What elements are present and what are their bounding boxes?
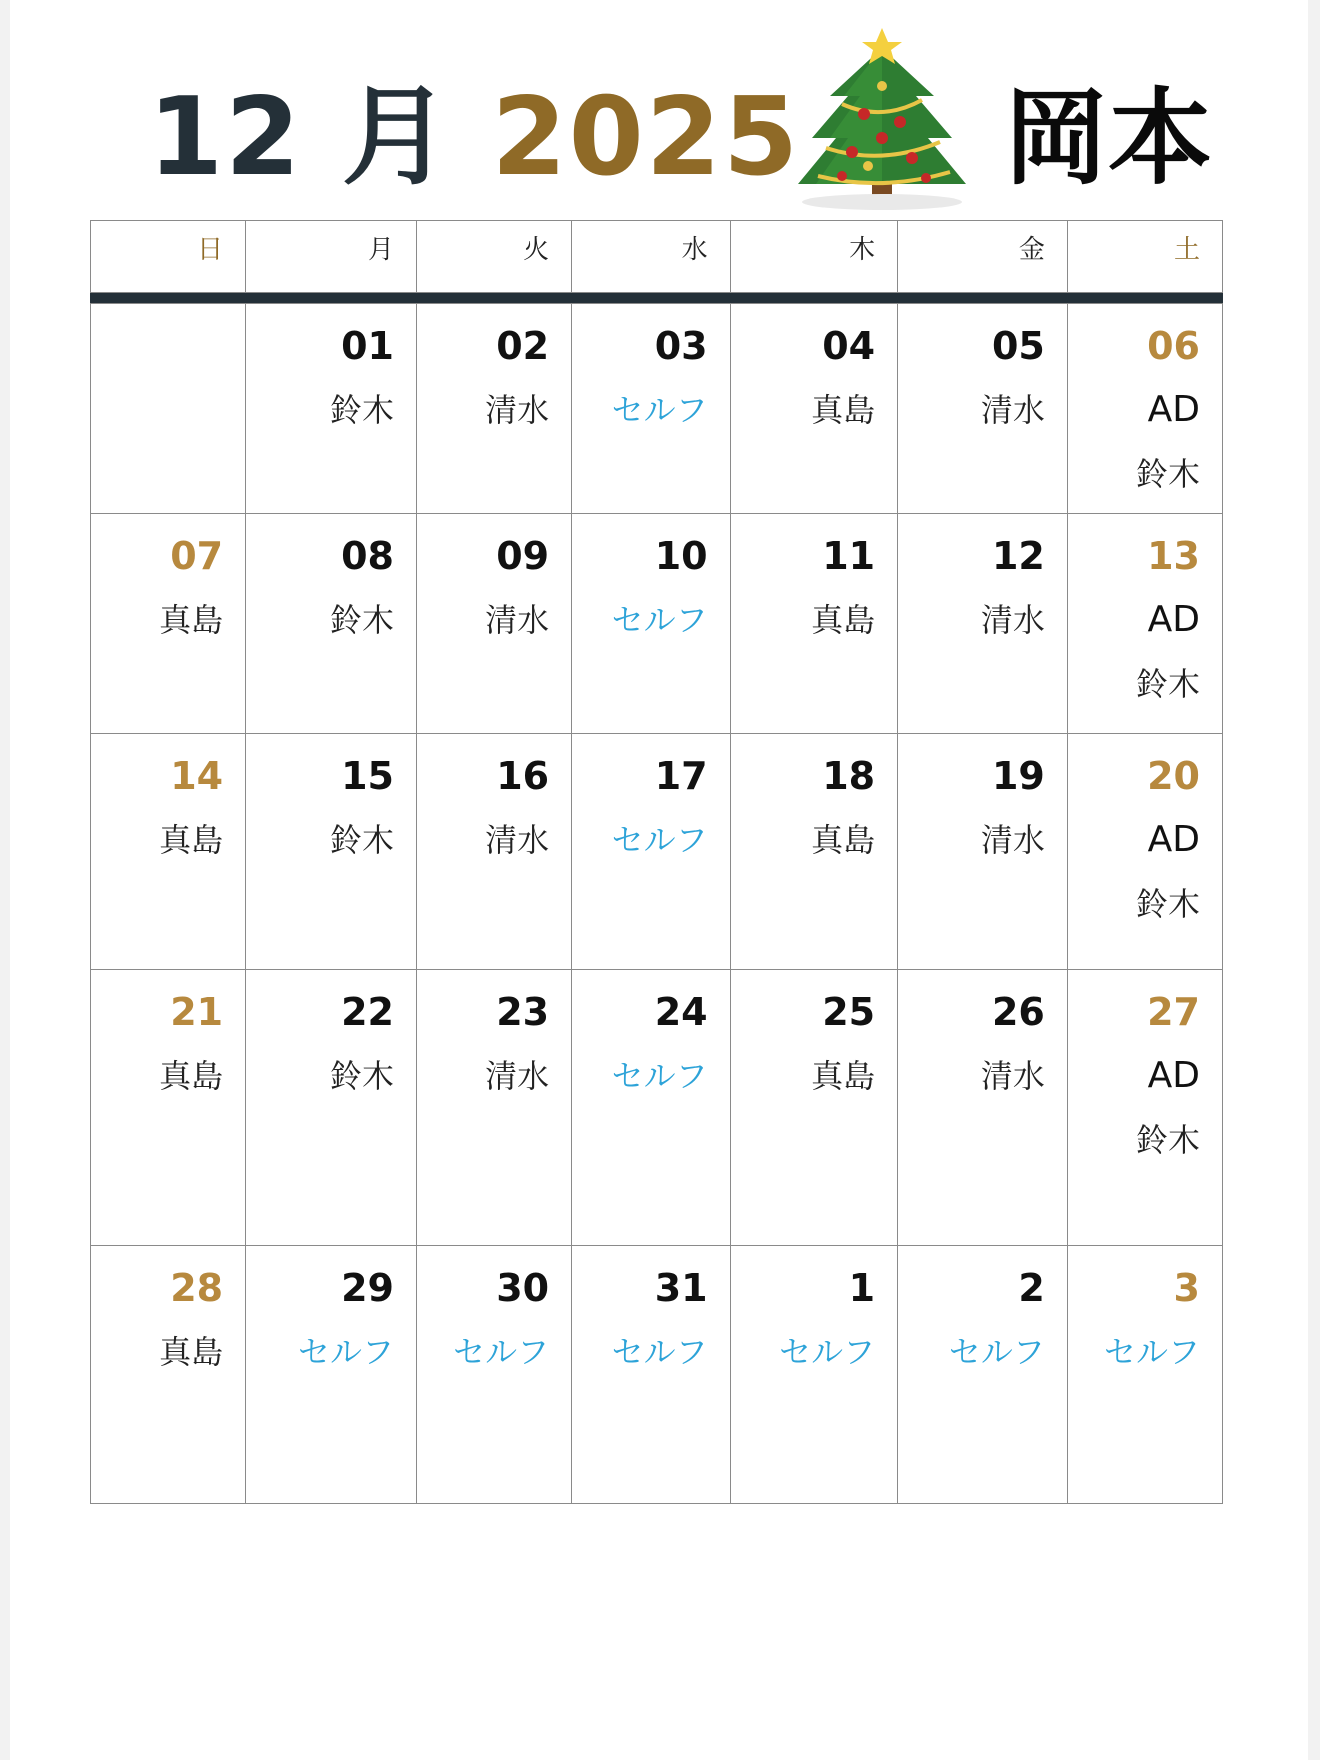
day-number: 03	[654, 324, 708, 368]
day-number: 07	[170, 534, 224, 578]
day-number: 17	[654, 754, 708, 798]
day-cell	[1067, 734, 1222, 970]
shift-entry: セルフ	[611, 391, 708, 429]
day-cell	[730, 514, 897, 734]
day-cell	[730, 1246, 897, 1504]
day-cell	[416, 734, 571, 970]
shift-entry: セルフ	[611, 1333, 708, 1371]
shift-entry: AD	[1147, 1055, 1200, 1096]
shift-entry: 清水	[980, 391, 1045, 429]
day-number: 18	[822, 754, 876, 798]
day-cell	[898, 304, 1068, 514]
shift-entry: 鈴木	[1135, 455, 1200, 493]
week-row	[91, 970, 1223, 1246]
week-row	[91, 1246, 1223, 1504]
shift-entry: 鈴木	[329, 1057, 394, 1095]
day-number: 28	[170, 1266, 224, 1310]
calendar-page	[10, 0, 1308, 1760]
shift-entry: 真島	[811, 821, 876, 859]
week-row	[91, 514, 1223, 734]
shift-entry: 鈴木	[1135, 665, 1200, 703]
day-cell	[898, 1246, 1068, 1504]
shift-entry: 清水	[485, 1057, 550, 1095]
day-number: 05	[991, 324, 1045, 368]
day-cell	[246, 734, 417, 970]
day-cell	[898, 734, 1068, 970]
owner-name: 岡本	[1004, 77, 1213, 199]
day-cell	[91, 734, 246, 970]
weekday-fri: 金	[898, 221, 1068, 293]
day-number: 27	[1147, 990, 1200, 1034]
shift-entry: 鈴木	[1135, 1121, 1200, 1159]
shift-entry: AD	[1147, 819, 1200, 860]
day-cell	[1067, 304, 1222, 514]
week-row	[91, 734, 1223, 970]
day-number: 08	[341, 534, 394, 578]
month-year-title	[148, 75, 801, 200]
day-cell	[572, 734, 731, 970]
day-number: 22	[341, 990, 394, 1034]
year-label: 2025	[491, 75, 801, 200]
calendar-header	[10, 0, 1308, 220]
christmas-tree-icon	[782, 26, 982, 216]
header-divider-band	[91, 293, 1223, 304]
day-cell	[246, 514, 417, 734]
day-cell	[91, 1246, 246, 1504]
day-cell	[416, 1246, 571, 1504]
calendar-grid	[90, 220, 1223, 1504]
shift-entry: 真島	[811, 391, 876, 429]
shift-entry: セルフ	[611, 821, 708, 859]
day-number: 06	[1147, 324, 1200, 368]
day-number: 2	[1018, 1266, 1045, 1310]
shift-entry: セルフ	[779, 1333, 876, 1371]
day-cell	[246, 970, 417, 1246]
shift-entry: 鈴木	[329, 601, 394, 639]
calendar-body	[91, 304, 1223, 1504]
shift-entry: 真島	[811, 1057, 876, 1095]
weekday-thu: 木	[730, 221, 897, 293]
day-number: 25	[822, 990, 876, 1034]
day-number: 24	[654, 990, 708, 1034]
day-number: 04	[822, 324, 876, 368]
day-number: 3	[1173, 1266, 1200, 1310]
day-cell	[246, 1246, 417, 1504]
day-cell	[730, 970, 897, 1246]
day-number: 14	[170, 754, 224, 798]
day-number: 20	[1147, 754, 1200, 798]
weekday-sun: 日	[91, 221, 246, 293]
day-number: 02	[496, 324, 550, 368]
weekday-wed: 水	[572, 221, 731, 293]
shift-entry: 鈴木	[329, 391, 394, 429]
shift-entry: 清水	[485, 601, 550, 639]
week-row	[91, 304, 1223, 514]
shift-entry: セルフ	[1103, 1333, 1200, 1371]
shift-entry: セルフ	[611, 601, 708, 639]
shift-entry: 真島	[159, 1057, 224, 1095]
day-number: 21	[170, 990, 224, 1034]
day-number: 31	[654, 1266, 708, 1310]
day-cell	[572, 514, 731, 734]
shift-entry: セルフ	[611, 1057, 708, 1095]
shift-entry: 真島	[159, 821, 224, 859]
day-cell	[572, 1246, 731, 1504]
day-number: 16	[496, 754, 550, 798]
day-number: 26	[991, 990, 1045, 1034]
day-cell	[416, 304, 571, 514]
day-number: 01	[341, 324, 394, 368]
day-cell	[898, 514, 1068, 734]
day-cell	[91, 304, 246, 514]
shift-entry: 鈴木	[329, 821, 394, 859]
shift-entry: セルフ	[297, 1333, 394, 1371]
shift-entry: 清水	[485, 391, 550, 429]
day-number: 15	[341, 754, 394, 798]
day-cell	[91, 514, 246, 734]
shift-entry: 清水	[485, 821, 550, 859]
day-number: 30	[496, 1266, 550, 1310]
day-number: 29	[341, 1266, 394, 1310]
shift-entry: 清水	[980, 601, 1045, 639]
day-number: 11	[822, 534, 876, 578]
day-number: 1	[848, 1266, 876, 1310]
day-number: 13	[1147, 534, 1200, 578]
day-number: 12	[991, 534, 1045, 578]
day-cell	[416, 970, 571, 1246]
weekday-mon: 月	[246, 221, 417, 293]
shift-entry: AD	[1147, 599, 1200, 640]
shift-entry: 真島	[159, 1333, 224, 1371]
shift-entry: セルフ	[453, 1333, 550, 1371]
day-number: 10	[654, 534, 708, 578]
shift-entry: 真島	[811, 601, 876, 639]
weekday-tue: 火	[416, 221, 571, 293]
weekday-sat: 土	[1067, 221, 1222, 293]
day-cell	[730, 304, 897, 514]
day-cell	[572, 970, 731, 1246]
day-cell	[730, 734, 897, 970]
shift-entry: セルフ	[948, 1333, 1045, 1371]
day-cell	[1067, 1246, 1222, 1504]
day-cell	[91, 970, 246, 1246]
shift-entry: 清水	[980, 1057, 1045, 1095]
day-cell	[416, 514, 571, 734]
day-number: 23	[496, 990, 550, 1034]
shift-entry: AD	[1147, 389, 1200, 430]
day-number: 09	[496, 534, 550, 578]
shift-entry: 鈴木	[1135, 885, 1200, 923]
day-cell	[1067, 970, 1222, 1246]
weekday-header-row	[91, 221, 1223, 293]
shift-entry: 清水	[980, 821, 1045, 859]
day-cell	[572, 304, 731, 514]
shift-entry: 真島	[159, 601, 224, 639]
header-divider	[91, 293, 1223, 304]
day-cell	[898, 970, 1068, 1246]
day-cell	[246, 304, 417, 514]
day-number: 19	[991, 754, 1045, 798]
month-label: 12 月	[148, 75, 452, 200]
day-cell	[1067, 514, 1222, 734]
